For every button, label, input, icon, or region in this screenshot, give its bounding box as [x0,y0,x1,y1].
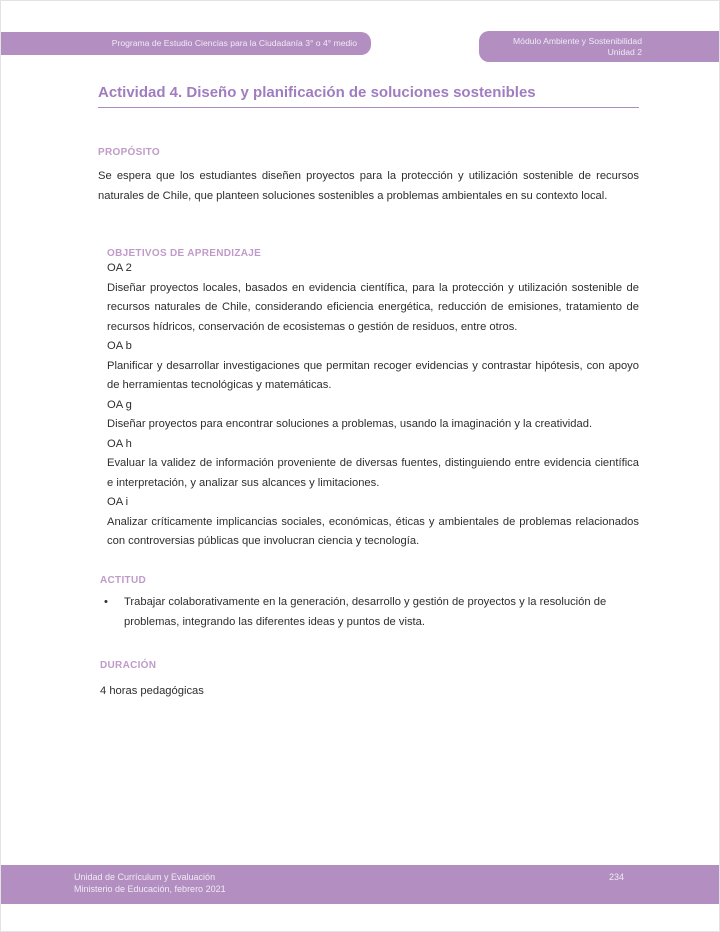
actitud-heading: ACTITUD [100,575,146,586]
proposito-heading: PROPÓSITO [98,147,160,158]
oa-item-label: OA i [107,496,129,508]
actitud-bullet-item [100,593,639,632]
oa-item [107,435,639,494]
oa-item-text: Planificar y desarrollar investigaciones que permitan recoger evidencias y contrastar hipótesis, con apoyo de herramientas tecnológicas y matemáticas. [107,359,639,391]
header-program-tab-label: Programa de Estudio Ciencias para la Ciudadanía 3° o 4° medio [111,38,357,48]
page-number: 234 [608,872,624,882]
actitud-bullet-text: Trabajar colaborativamente en la generación, desarrollo y gestión de proyectos y la resolución de problemas, integrando las diferentes ideas y puntos de vista. [124,596,607,628]
oa-item [107,396,639,435]
oa-item-label: OA g [107,398,132,411]
oa-item [107,493,639,552]
oa-item-text: Diseñar proyectos para encontrar soluciones a problemas, usando la imaginación y la creatividad. [107,418,593,430]
oa-item-label: OA b [107,340,132,352]
footer-org-line2: Ministerio de Educación, febrero 2021 [74,883,226,894]
objetivos-heading: OBJETIVOS DE APRENDIZAJE [107,248,262,259]
bullet-icon: • [104,596,108,608]
oa-item [107,337,639,396]
oa-item-text: Diseñar proyectos locales, basados en evidencia científica, para la protección y utilización sostenible de recursos naturales de Chile, considerando eficiencia energética, reducción de emisiones, tratamiento de recursos hídricos, conservación de ecosistemas o gestión de residuos, entre otros. [107,281,639,333]
header-module-tab [479,31,719,62]
duracion-heading: DURACIÓN [100,660,157,671]
footer-org-line1: Unidad de Currículum y Evaluación [74,872,216,882]
oa-item-label: OA h [107,437,132,450]
objetivos-list [107,259,639,552]
header-program-tab [1,32,371,55]
proposito-paragraph: Se espera que los estudiantes diseñen proyectos para la protección y utilización sostenible de recursos naturales de Chile, que planteen soluciones sostenibles a problemas ambientales en su contexto local. [98,170,639,202]
page-footer [1,865,720,904]
oa-item-text: Evaluar la validez de información proveniente de diversas fuentes, distinguiendo entre evidencia científica e interpretación, y analizar sus alcances y limitaciones. [107,457,639,489]
actitud-list [100,593,639,632]
oa-item-text: Analizar críticamente implicancias sociales, económicas, éticas y ambientales de problemas relacionados con controversias públicas que involucran ciencia y tecnología. [107,515,639,547]
oa-item-label: OA 2 [107,262,132,274]
oa-item [107,259,639,337]
activity-title: Actividad 4. Diseño y planificación de soluciones sostenibles [98,84,639,108]
duracion-value: 4 horas pedagógicas [100,685,204,697]
header-module-label: Módulo Ambiente y Sostenibilidad [513,35,642,46]
header-unit-label: Unidad 2 [607,47,642,57]
footer-organization [74,872,226,895]
